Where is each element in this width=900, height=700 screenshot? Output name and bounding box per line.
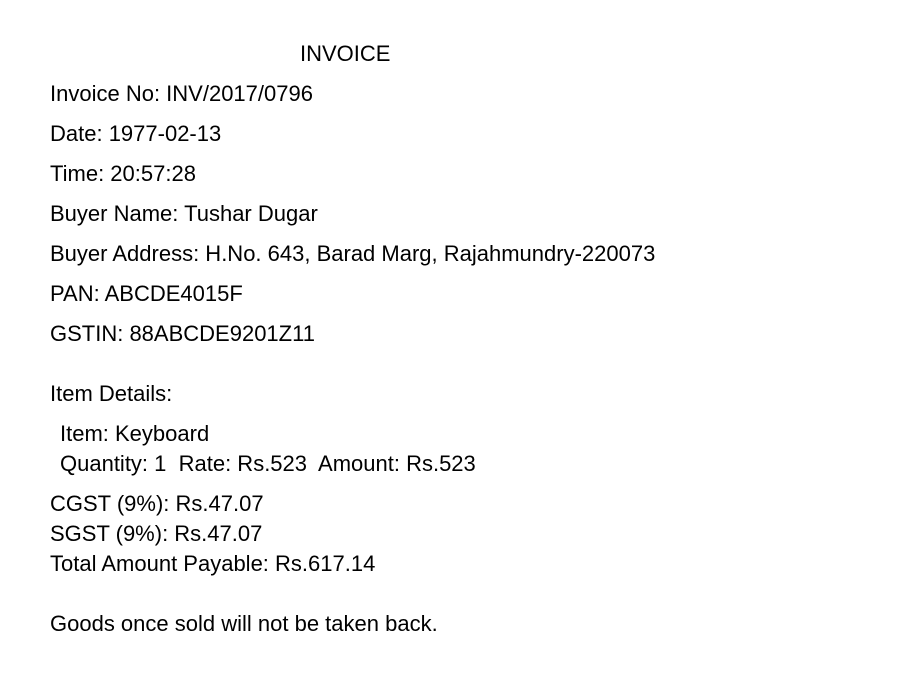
cgst-line: CGST (9%): Rs.47.07 xyxy=(50,491,264,516)
item-name: Item: Keyboard xyxy=(60,421,210,446)
item-quantity-rate-amount: Quantity: 1 Rate: Rs.523 Amount: Rs.523 xyxy=(60,451,476,476)
pan-number: PAN: ABCDE4015F xyxy=(50,281,243,306)
invoice-time: Time: 20:57:28 xyxy=(50,161,196,186)
buyer-address: Buyer Address: H.No. 643, Barad Marg, Rajahmundry-220073 xyxy=(50,241,656,266)
item-details-heading: Item Details: xyxy=(50,381,173,406)
invoice-date: Date: 1977-02-13 xyxy=(50,121,222,146)
sgst-line: SGST (9%): Rs.47.07 xyxy=(50,521,263,546)
invoice-title: INVOICE xyxy=(300,41,391,66)
footer-note: Goods once sold will not be taken back. xyxy=(50,611,438,636)
gstin-number: GSTIN: 88ABCDE9201Z11 xyxy=(50,321,315,346)
buyer-name: Buyer Name: Tushar Dugar xyxy=(50,201,318,226)
invoice-number: Invoice No: INV/2017/0796 xyxy=(50,81,313,106)
total-amount-payable: Total Amount Payable: Rs.617.14 xyxy=(50,551,376,576)
